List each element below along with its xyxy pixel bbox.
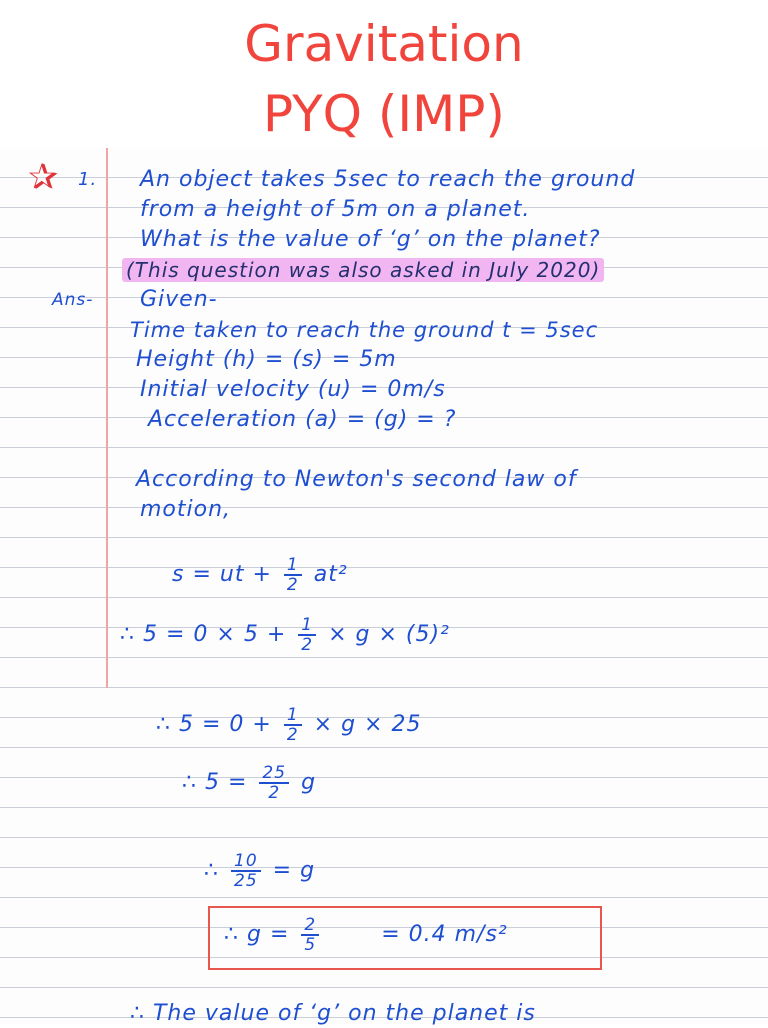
equation-text: ∴ g =: [224, 922, 290, 947]
highlight-row: [122, 256, 604, 284]
question-line: An object takes 5sec to reach the ground: [140, 167, 636, 192]
given-label: Given-: [140, 287, 218, 312]
page-title: Gravitation: [244, 15, 524, 73]
fraction: [301, 916, 319, 954]
fraction-numerator: 2: [301, 916, 319, 936]
question-number: 1.: [78, 169, 98, 190]
equation-4: [182, 764, 316, 802]
fraction-numerator: 1: [284, 556, 302, 576]
equation-text: ∴ 5 =: [182, 770, 248, 795]
page-subtitle: PYQ (IMP): [263, 85, 505, 143]
equation-text: ∴ 5 = 0 +: [156, 712, 272, 737]
fraction: [284, 556, 302, 594]
equation-2: [120, 616, 450, 654]
header: [0, 0, 768, 148]
equation-text: = g: [272, 858, 316, 883]
fraction-denominator: 2: [268, 783, 281, 803]
equation-text: at²: [313, 562, 348, 587]
equation-text: s = ut +: [172, 562, 272, 587]
given-line: Time taken to reach the ground t = 5sec: [130, 318, 599, 342]
law-line: motion,: [140, 497, 232, 522]
star-icon: ✰: [28, 157, 59, 198]
given-line: Height (h) = (s) = 5m: [136, 347, 397, 372]
final-line: ∴ The value of ‘g’ on the planet is: [130, 1001, 536, 1026]
equation-3: [156, 706, 421, 744]
fraction-numerator: 10: [231, 852, 261, 872]
answer-label: Ans-: [52, 290, 94, 310]
fraction-denominator: 25: [234, 871, 258, 891]
given-line: Acceleration (a) = (g) = ?: [148, 407, 457, 432]
equation-text: = 0.4 m/s²: [381, 922, 508, 947]
fraction: [284, 706, 302, 744]
fraction: [259, 764, 289, 802]
equation-text: × g × 25: [313, 712, 422, 737]
equation-text: g: [301, 770, 317, 795]
highlight-note: (This question was also asked in July 2020): [122, 258, 604, 282]
fraction: [231, 852, 261, 890]
fraction-denominator: 2: [286, 575, 299, 595]
fraction-denominator: 2: [301, 635, 314, 655]
question-line: from a height of 5m on a planet.: [140, 197, 531, 222]
fraction-numerator: 1: [284, 706, 302, 726]
equation-text: ∴ 5 = 0 × 5 +: [120, 622, 287, 647]
equation-6: [224, 916, 508, 954]
margin-line: [106, 148, 108, 688]
question-line: What is the value of ‘g’ on the planet?: [140, 227, 601, 252]
fraction-numerator: 25: [259, 764, 289, 784]
equation-text: ∴: [204, 858, 219, 883]
equation-5: [204, 852, 315, 890]
fraction-denominator: 2: [286, 725, 299, 745]
fraction-numerator: 1: [298, 616, 316, 636]
fraction: [298, 616, 316, 654]
equation-text: × g × (5)²: [328, 622, 450, 647]
given-line: Initial velocity (u) = 0m/s: [140, 377, 446, 402]
law-line: According to Newton's second law of: [136, 467, 577, 492]
fraction-denominator: 5: [304, 935, 317, 955]
equation-1: [172, 556, 348, 594]
